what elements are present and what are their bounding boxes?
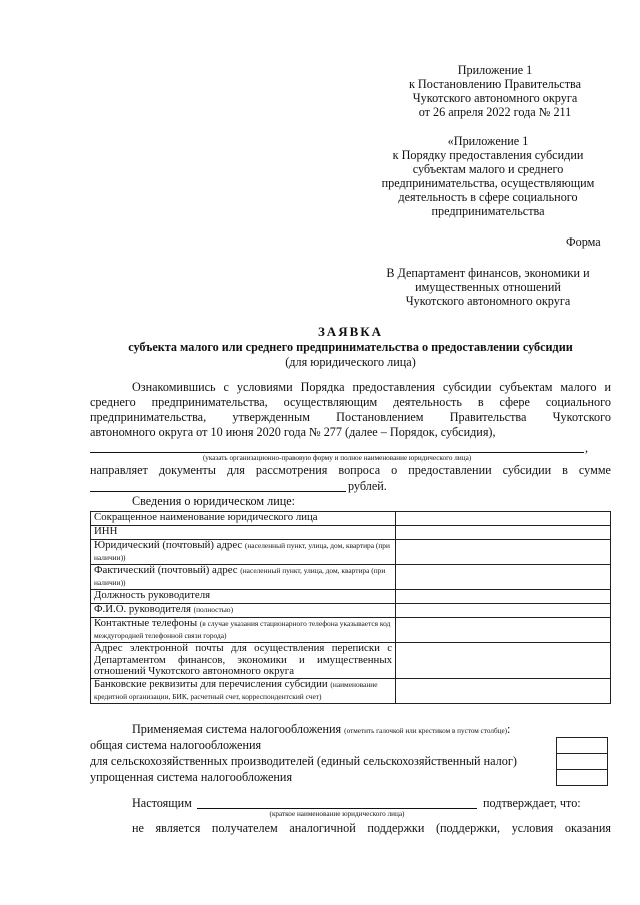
intro-line-2 <box>90 395 611 409</box>
annex2-line: предпринимательства <box>431 204 545 218</box>
word: Ознакомившись <box>132 380 216 394</box>
table-row <box>91 540 611 565</box>
tax-heading <box>132 722 510 736</box>
word: деятельность <box>393 395 462 409</box>
word: предоставлении <box>408 463 492 477</box>
table-row <box>91 643 611 679</box>
word: (поддержки, <box>435 821 501 835</box>
label-text: Банковские реквизиты для перечисления субсидии <box>94 678 331 690</box>
annex-line: к Постановлению Правительства <box>408 77 582 91</box>
word: о <box>391 463 398 477</box>
confirm-name-hint: (краткое наименование юридического лица) <box>269 810 405 818</box>
word: для <box>226 463 245 477</box>
table-row <box>91 526 611 540</box>
word: предоставления <box>352 380 435 394</box>
annex-line: Чукотского автономного округа <box>412 91 578 105</box>
confirm-start: Настоящим <box>132 796 192 810</box>
word: и <box>604 380 611 394</box>
label-text: Фактический (почтовый) адрес <box>94 564 241 576</box>
word: Порядка <box>300 380 345 394</box>
table-row <box>91 565 611 590</box>
word: не <box>132 821 144 835</box>
word: осуществляющим <box>283 395 378 409</box>
label-text: Сокращенное наименование юридического лица <box>94 511 318 523</box>
word: оказания <box>564 821 611 835</box>
word: среднего <box>90 395 136 409</box>
row-label <box>91 604 396 618</box>
info-heading: Сведения о юридическом лице: <box>132 494 296 508</box>
row-value-cell[interactable] <box>396 565 611 590</box>
word: субъектам <box>499 380 553 394</box>
word: является <box>155 821 201 835</box>
table-row <box>91 604 611 618</box>
row-label <box>91 618 396 643</box>
row-label <box>91 679 396 704</box>
intro-line-3 <box>90 410 611 424</box>
annex2-line: деятельность в сфере социального <box>398 190 578 204</box>
annex2-block <box>373 134 603 218</box>
org-name-comma: , <box>585 441 589 455</box>
doc-title: ЗАЯВКА <box>317 324 384 339</box>
tax-heading-note: (отметить галочкой или крестиком в пустом столбце) <box>344 727 508 735</box>
label-note: (населенный пункт, улица, дом, квартира (при наличии)) <box>94 566 386 587</box>
tax-option-simplified: упрощенная система налогообложения <box>90 770 293 784</box>
confirm-end: подтверждает, что: <box>483 796 581 810</box>
table-row <box>91 679 611 704</box>
row-value-cell[interactable] <box>396 512 611 526</box>
label-note: (в случае указания стационарного телефона указывается код междугородней телефонной связи города) <box>94 619 391 640</box>
word: документы <box>158 463 216 477</box>
row-label <box>91 643 396 679</box>
amount-blank <box>90 491 346 492</box>
addressee-line: Чукотского автономного округа <box>405 294 571 308</box>
row-value-cell[interactable] <box>396 604 611 618</box>
rubles-label: рублей. <box>348 479 387 493</box>
tax-option-general: общая система налогообложения <box>90 738 262 752</box>
row-value-cell[interactable] <box>396 679 611 704</box>
word: социального <box>545 395 611 409</box>
row-value-cell[interactable] <box>396 540 611 565</box>
word: получателем <box>211 821 278 835</box>
row-value-cell[interactable] <box>396 618 611 643</box>
confirm-name-blank <box>197 808 477 809</box>
word: условия <box>511 821 554 835</box>
word: малого <box>560 380 597 394</box>
word: субсидии <box>442 380 492 394</box>
word: с <box>223 380 229 394</box>
doc-subtitle: субъекта малого или среднего предпринимательства о предоставлении субсидии <box>128 340 573 354</box>
intro-line-1 <box>132 380 611 394</box>
addressee-line: имущественных отношений <box>415 280 561 294</box>
annex-line: Приложение 1 <box>457 63 533 77</box>
annex2-line: «Приложение 1 <box>447 134 529 148</box>
row-label <box>91 512 396 526</box>
annex2-line: субъектам малого и среднего <box>412 162 564 176</box>
table-row <box>91 512 611 526</box>
addressee-line: В Департамент финансов, экономики и <box>386 266 590 280</box>
org-name-blank <box>90 452 584 453</box>
annex2-line: к Порядку предоставления субсидии <box>392 148 584 162</box>
annex-line: от 26 апреля 2022 года № 211 <box>418 105 572 119</box>
table-row <box>91 590 611 604</box>
row-value-cell[interactable] <box>396 643 611 679</box>
legal-entity-table <box>90 511 611 704</box>
label-text: Юридический (почтовый) адрес <box>94 539 245 551</box>
word: сфере <box>499 395 530 409</box>
tax-checkbox-agricultural[interactable] <box>556 753 608 769</box>
label-text: ИНН <box>94 525 118 537</box>
word: поддержки <box>367 821 425 835</box>
doc-subtitle-2: (для юридического лица) <box>285 355 416 369</box>
word: аналогичной <box>289 821 356 835</box>
word: Постановлением <box>336 410 424 424</box>
row-label <box>91 590 396 604</box>
word: сумме <box>578 463 611 477</box>
word: Правительства <box>449 410 527 424</box>
form-label: Форма <box>566 235 601 249</box>
row-label <box>91 540 396 565</box>
word: направляет <box>90 463 148 477</box>
label-note: (полностью) <box>193 605 234 614</box>
tax-option-agricultural: для сельскохозяйственных производителей (единый сельскохозяйственный налог) <box>90 754 517 768</box>
word: в <box>477 395 484 409</box>
intro-line-4: автономного округа от 10 июня 2020 года № 277 (далее – Порядок, субсидия), <box>90 425 496 439</box>
word: Чукотского <box>552 410 611 424</box>
tax-checkbox-column <box>556 737 608 786</box>
annex-block <box>390 63 600 119</box>
word: субсидии <box>502 463 552 477</box>
word: утвержденным <box>232 410 310 424</box>
addressee-block <box>372 266 604 308</box>
intro-line-5 <box>90 463 611 477</box>
word: в <box>562 463 568 477</box>
label-note: (наименование кредитной организации, БИК, расчетный счет, корреспондентский счет) <box>94 680 378 701</box>
tax-checkbox-simplified[interactable] <box>556 769 608 786</box>
tax-checkbox-general[interactable] <box>556 737 608 753</box>
word: предпринимательства, <box>151 395 268 409</box>
label-text: Должность руководителя <box>94 589 211 601</box>
row-label <box>91 565 396 590</box>
word: предпринимательства, <box>90 410 207 424</box>
label-note: (населенный пункт, улица, дом, квартира (при наличии)) <box>94 541 390 562</box>
row-value-cell[interactable] <box>396 590 611 604</box>
tax-heading-colon: : <box>507 722 511 736</box>
label-text: Ф.И.О. руководителя <box>94 603 194 615</box>
row-value-cell[interactable] <box>396 526 611 540</box>
word: условиями <box>236 380 293 394</box>
label-text: Адрес электронной почты для осуществления переписки с Департаментом финансов, экономики и имущественных отношений Чукотского автономного округа <box>94 642 392 677</box>
org-name-hint: (указать организационно-правовую форму и полное наименование юридического лица) <box>202 454 472 462</box>
table-row <box>91 618 611 643</box>
word: рассмотрения <box>255 463 328 477</box>
row-label <box>91 526 396 540</box>
confirm-last-line <box>132 821 611 835</box>
tax-heading-text: Применяемая система налогообложения <box>132 722 345 736</box>
annex2-line: предпринимательства, осуществляющим <box>381 176 595 190</box>
word: вопроса <box>338 463 381 477</box>
label-text: Контактные телефоны <box>94 617 200 629</box>
